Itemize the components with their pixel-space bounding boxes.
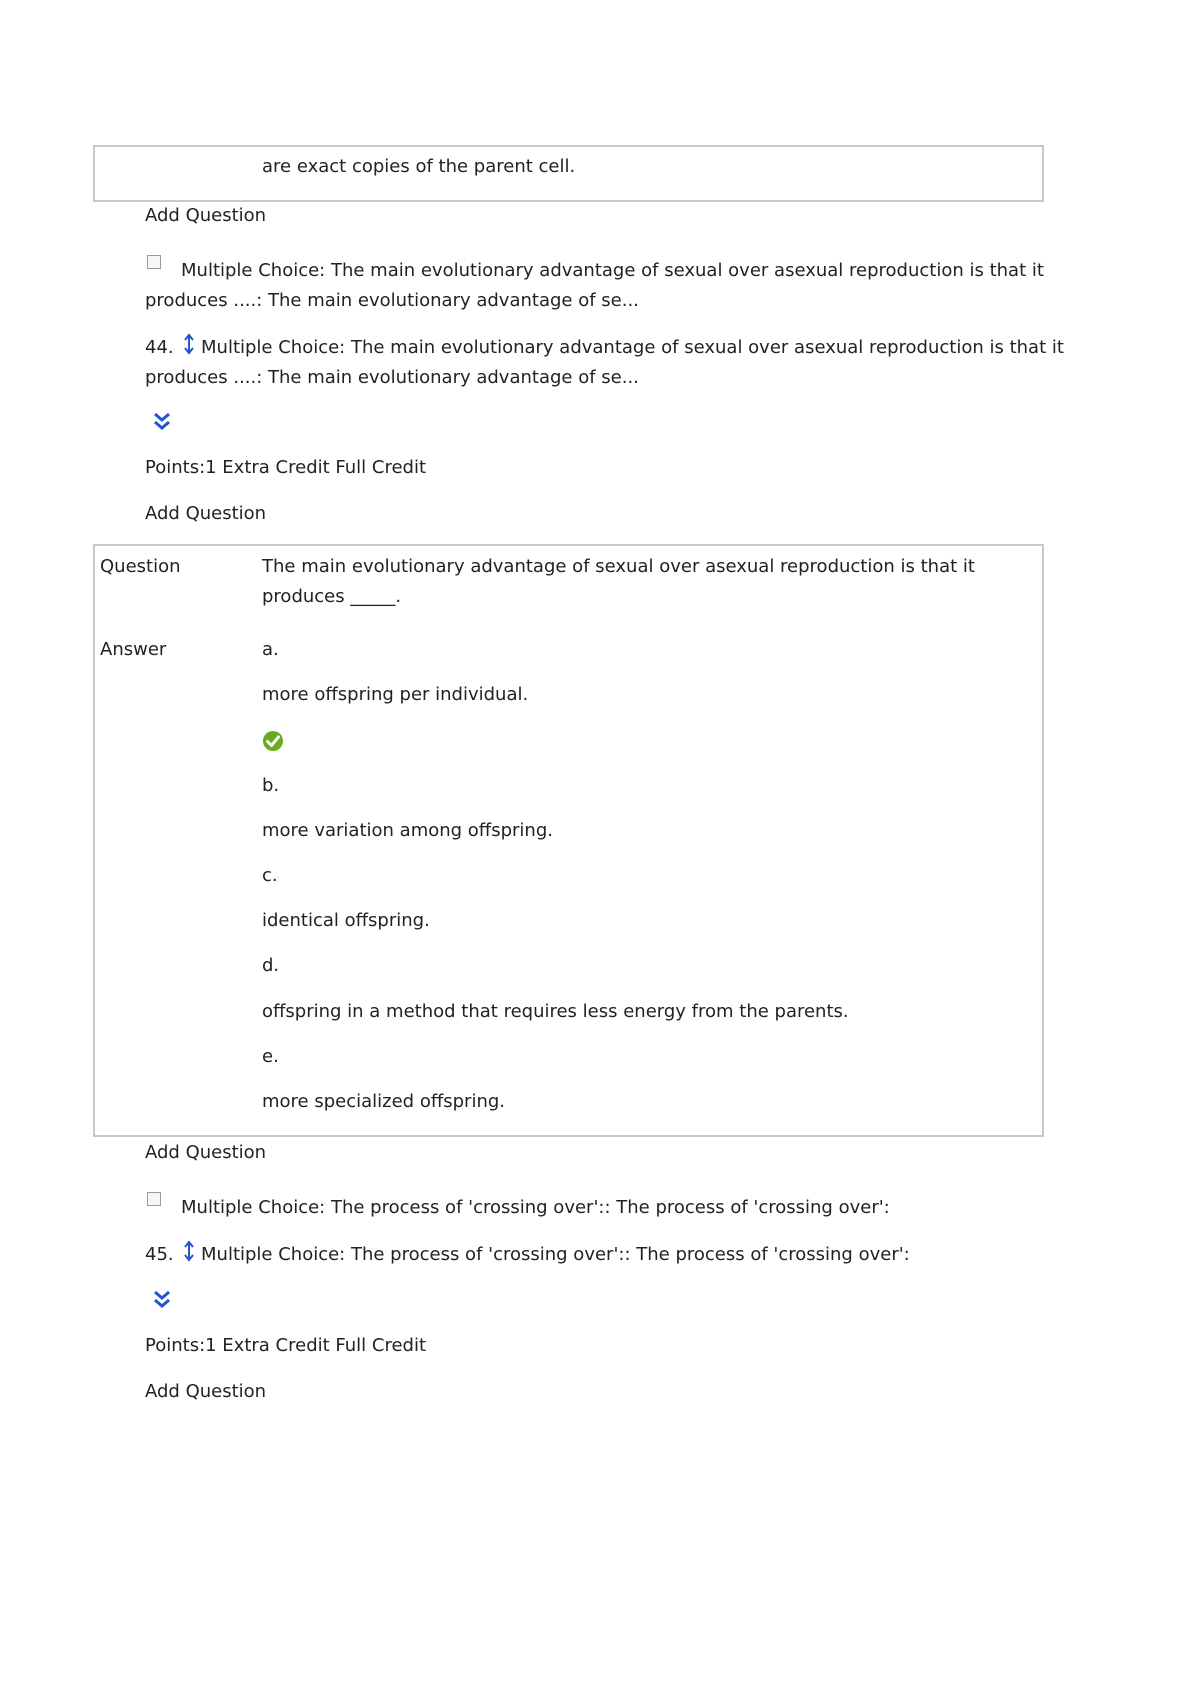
option-text: offspring in a method that requires less energy from the parents.	[262, 1001, 849, 1022]
points-info: Points:1 Extra Credit Full Credit	[145, 457, 427, 478]
vertical-arrow-icon[interactable]	[183, 1240, 195, 1262]
option-text: more offspring per individual.	[262, 684, 529, 705]
option-letter: d.	[262, 955, 280, 976]
answer-option-text: are exact copies of the parent cell.	[262, 156, 576, 177]
question-selector-label: Multiple Choice: The main evolutionary advantage of sexual over asexual reproduction is that it produces ....: The main evolutionary advantage of se...	[145, 260, 1044, 311]
question-number: 45.	[145, 1244, 174, 1265]
option-letter: e.	[262, 1046, 279, 1067]
answer-label: Answer	[100, 639, 167, 660]
option-text: more variation among offspring.	[262, 820, 553, 841]
select-question-checkbox[interactable]	[147, 1192, 161, 1206]
question-selector-label: Multiple Choice: The process of 'crossing over':: The process of 'crossing over':	[181, 1197, 890, 1218]
question-text: The main evolutionary advantage of sexual over asexual reproduction is that it produces _____.	[262, 556, 975, 607]
question-title[interactable]: Multiple Choice: The main evolutionary advantage of sexual over asexual reproduction is that it produces ....: The main evolutionary advantage of se...	[145, 337, 1064, 388]
green-check-icon	[262, 730, 284, 752]
double-chevron-down-icon[interactable]	[152, 1289, 172, 1309]
option-letter: a.	[262, 639, 279, 660]
add-question-link[interactable]: Add Question	[145, 1381, 267, 1402]
add-question-link[interactable]: Add Question	[145, 503, 267, 524]
option-text: identical offspring.	[262, 910, 430, 931]
double-chevron-down-icon[interactable]	[152, 411, 172, 431]
add-question-link[interactable]: Add Question	[145, 1142, 267, 1163]
option-letter: b.	[262, 775, 280, 796]
previous-question-box	[93, 145, 1044, 202]
option-letter: c.	[262, 865, 278, 886]
points-info: Points:1 Extra Credit Full Credit	[145, 1335, 427, 1356]
question-detail-box	[93, 544, 1044, 1137]
add-question-link[interactable]: Add Question	[145, 205, 267, 226]
question-number: 44.	[145, 337, 174, 358]
question-label: Question	[100, 556, 181, 577]
question-title[interactable]: Multiple Choice: The process of 'crossing over':: The process of 'crossing over':	[201, 1244, 910, 1265]
option-text: more specialized offspring.	[262, 1091, 505, 1112]
